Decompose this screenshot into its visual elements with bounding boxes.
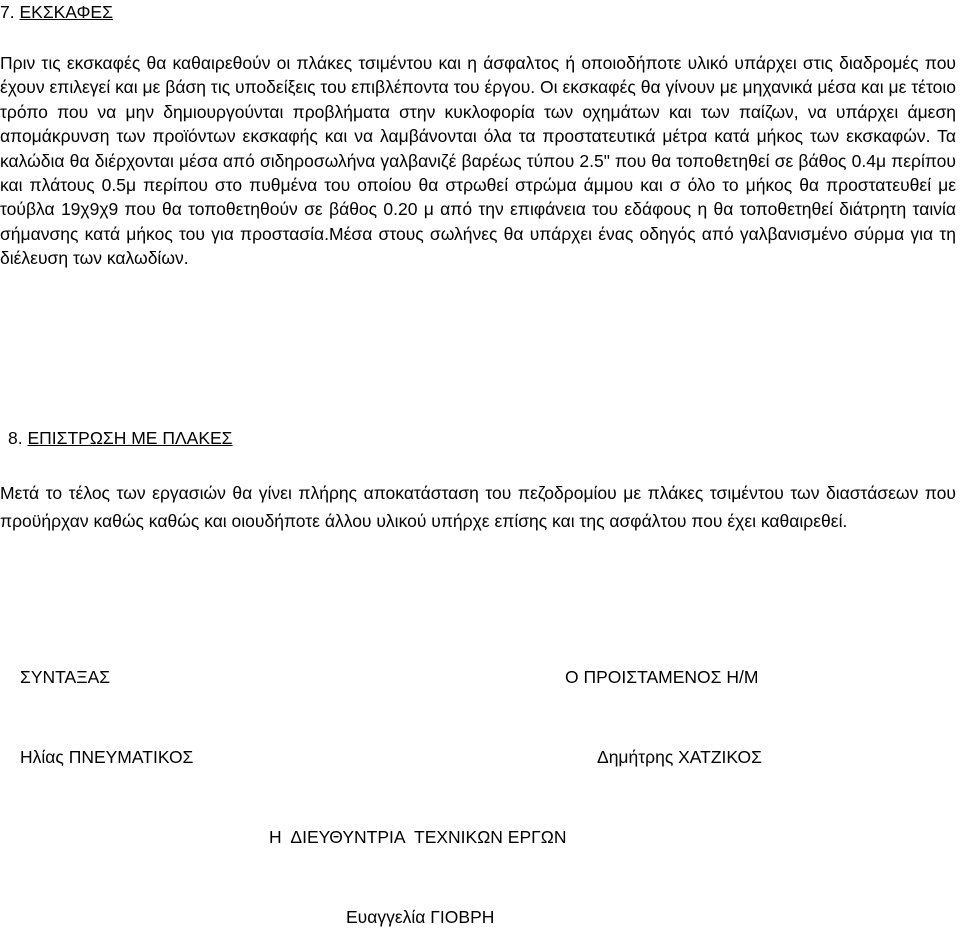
section-7-title: ΕΚΣΚΑΦΕΣ: [19, 2, 113, 22]
composer-name: Ηλίας ΠΝΕΥΜΑΤΙΚΟΣ: [20, 747, 194, 767]
director-name: Ευαγγελία ΓΙΟΒΡΗ: [346, 907, 495, 927]
section-7-paragraph: Πριν τις εκσκαφές θα καθαιρεθούν οι πλάκες τσιμέντου και η άσφαλτος ή οποιοδήποτε υλικό υπάρχει στις διαδρομές που έχουν επιλεγεί και με βάση τις υποδείξεις του επιβλέποντα του έργου. Οι εκσκαφές θα γίνουν με μηχανικά μέσα και με τέτοιο τρόπο που να μην δημιουργούνται προβλήματα στην κυκλοφορία των οχημάτων και των παίζων, να υπάρχει άμεση απομάκρυνση των προϊόντων εκσκαφής και να λαμβάνονται όλα τα προστατευτικά μέτρα κατά μήκος των εκσκαφών. Τα καλώδια θα διέρχονται μέσα από σιδηροσωλήνα γαλβανιζέ βαρέως τύπου 2.5" που θα τοποθετηθεί σε βάθος 0.4μ περίπου και πλάτους 0.5μ περίπου στο πυθμένα του οποίου θα στρωθεί στρώμα άμμου και σ όλο το μήκος θα προστατευθεί με τούβλα 19χ9χ9 που θα τοποθετηθούν σε βάθος 0.20 μ από την επιφάνεια του εδάφους η θα τοποθετηθεί διάτρητη ταινία σήμανσης κατά μήκος του για προστασία.Μέσα στους σωλήνες θα υπάρχει ένας οδηγός από γαλβανισμένο σύρμα για τη διέλευση των καλωδίων.: [0, 53, 956, 269]
composer-label: ΣΥΝΤΑΞΑΣ: [20, 667, 111, 687]
director-label: Η ΔΙΕΥΘΥΝΤΡΙΑ ΤΕΧΝΙΚΩΝ ΕΡΓΩΝ: [269, 827, 567, 847]
head-label: Ο ΠΡΟΙΣΤΑΜΕΝΟΣ Η/Μ: [565, 667, 759, 687]
section-8-heading: [8, 426, 233, 450]
section-8-number: 8.: [8, 428, 28, 448]
head-name: Δημήτρης ΧΑΤΖΙΚΟΣ: [597, 747, 762, 767]
section-7-number: 7.: [0, 2, 20, 22]
section-7-heading: [0, 0, 113, 24]
section-8-title: ΕΠΙΣΤΡΩΣΗ ΜΕ ΠΛΑΚΕΣ: [27, 428, 233, 448]
section-8-paragraph: Μετά το τέλος των εργασιών θα γίνει πλήρης αποκατάσταση του πεζοδρομίου με πλάκες τσιμέντου των διαστάσεων που προϋήρχαν καθώς καθώς και οιουδήποτε άλλου υλικού υπήρχε επίσης και της ασφάλτου που έχει καθαιρεθεί.: [0, 483, 956, 531]
